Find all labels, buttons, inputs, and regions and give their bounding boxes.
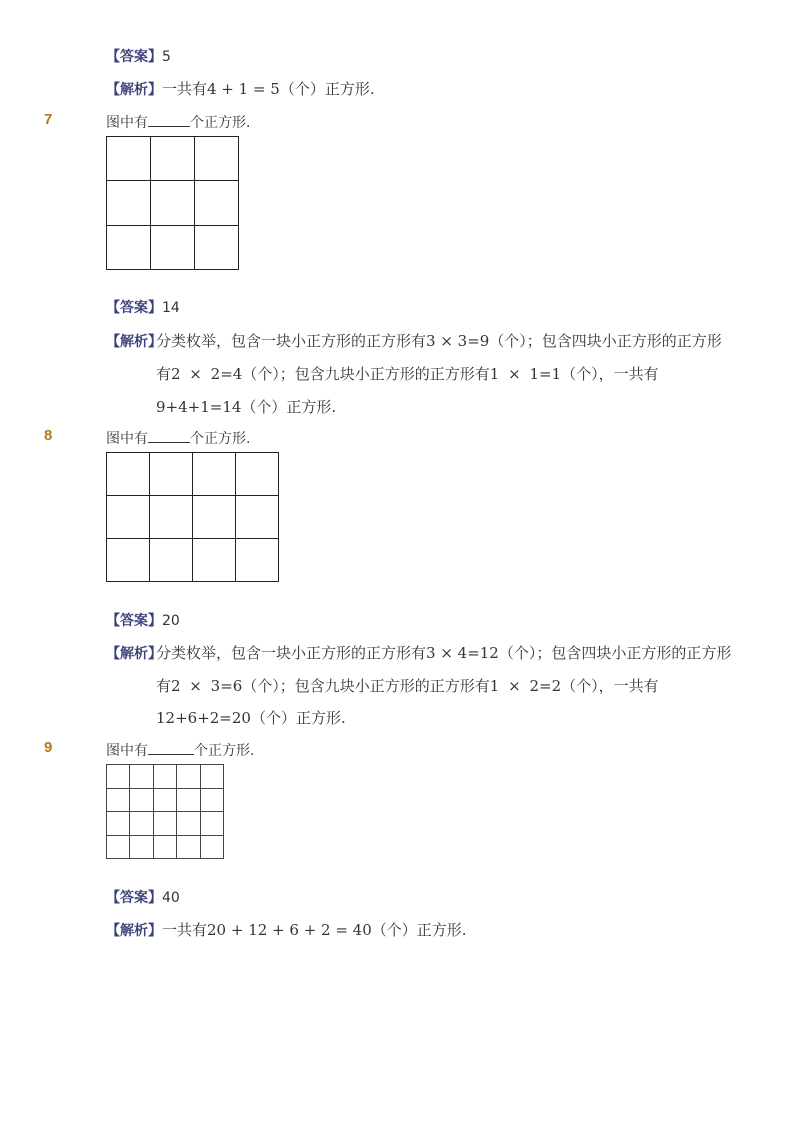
answer-blank[interactable] [148,430,190,443]
q8-answer-line [106,610,180,630]
analysis-label: 【解析】 [106,923,162,939]
prev-answer-line [106,46,171,66]
prompt-before: 图中有 [106,115,148,131]
prompt-before: 图中有 [106,431,148,447]
grid-cell [195,181,239,225]
q9-answer-line [106,887,180,907]
q8-answer-value: 20 [162,613,180,629]
q9-analysis-line [106,919,467,940]
grid-cell [154,836,177,860]
q8-analysis-label-line [106,643,162,663]
grid-cell [107,226,151,270]
grid-cell [130,836,153,860]
grid-cell [201,765,224,789]
grid-cell [130,765,153,789]
q8-analysis-line-1: 分类枚举，包含一块小正方形的正方形有3 × 4=12（个）；包含四块小正方形的正方形 [156,644,732,662]
question-8-square-grid [106,452,279,582]
question-9-prompt [106,740,254,760]
grid-cell [107,812,130,836]
grid-cell [195,137,239,181]
grid-cell [195,226,239,270]
q7-answer-line [106,297,180,317]
grid-cell [107,453,150,496]
question-7-square-grid [106,136,239,270]
q9-answer-value: 40 [162,890,180,906]
q7-answer-value: 14 [162,300,180,316]
q7-analysis-line-2: 有2 × 2=4（个）；包含九块小正方形的正方形有1 × 1=1（个），一共有 [156,365,659,383]
q8-analysis-line-2: 有2 × 3=6（个）；包含九块小正方形的正方形有1 × 2=2（个），一共有 [156,677,659,695]
question-8-prompt [106,428,250,448]
grid-cell [236,539,279,582]
grid-cell [177,789,200,813]
grid-cell [151,226,195,270]
answer-label: 【答案】 [106,49,162,65]
grid-cell [107,539,150,582]
grid-cell [193,496,236,539]
answer-blank[interactable] [148,114,190,127]
grid-cell [193,453,236,496]
grid-cell [177,765,200,789]
grid-cell [130,789,153,813]
grid-cell [154,812,177,836]
q7-analysis-label-line [106,331,162,351]
prompt-before: 图中有 [106,743,148,759]
answer-label: 【答案】 [106,613,162,629]
answer-label: 【答案】 [106,300,162,316]
grid-cell [151,137,195,181]
answer-blank[interactable] [148,742,194,755]
prev-answer-value: 5 [162,49,171,65]
question-number-9: 9 [44,739,53,756]
prompt-after: 个正方形. [190,115,251,131]
prev-analysis-line [106,78,375,99]
grid-cell [154,789,177,813]
grid-cell [177,836,200,860]
grid-cell [201,812,224,836]
grid-cell [236,496,279,539]
q9-analysis-text: 一共有20 + 12 + 6 + 2 = 40（个）正方形. [162,921,467,939]
grid-cell [130,812,153,836]
question-9-square-grid [106,764,224,859]
grid-cell [201,789,224,813]
grid-cell [151,181,195,225]
grid-cell [107,137,151,181]
grid-cell [236,453,279,496]
grid-cell [107,181,151,225]
q8-analysis-line-3: 12+6+2=20（个）正方形. [156,709,346,727]
q7-analysis-line-1: 分类枚举，包含一块小正方形的正方形有3 × 3=9（个）；包含四块小正方形的正方形 [156,332,722,350]
question-number-7: 7 [44,111,53,128]
grid-cell [150,453,193,496]
answer-label: 【答案】 [106,890,162,906]
prev-analysis-text: 一共有4 + 1 = 5（个）正方形. [162,80,375,98]
question-7-prompt [106,112,250,132]
prompt-after: 个正方形. [190,431,251,447]
grid-cell [150,539,193,582]
q7-analysis-line-3: 9+4+1=14（个）正方形. [156,398,337,416]
grid-cell [177,812,200,836]
question-number-8: 8 [44,427,53,444]
grid-cell [107,765,130,789]
analysis-label: 【解析】 [106,646,162,662]
grid-cell [193,539,236,582]
analysis-label: 【解析】 [106,82,162,98]
analysis-label: 【解析】 [106,334,162,350]
grid-cell [201,836,224,860]
prompt-after: 个正方形. [194,743,255,759]
grid-cell [154,765,177,789]
grid-cell [150,496,193,539]
grid-cell [107,789,130,813]
grid-cell [107,496,150,539]
grid-cell [107,836,130,860]
